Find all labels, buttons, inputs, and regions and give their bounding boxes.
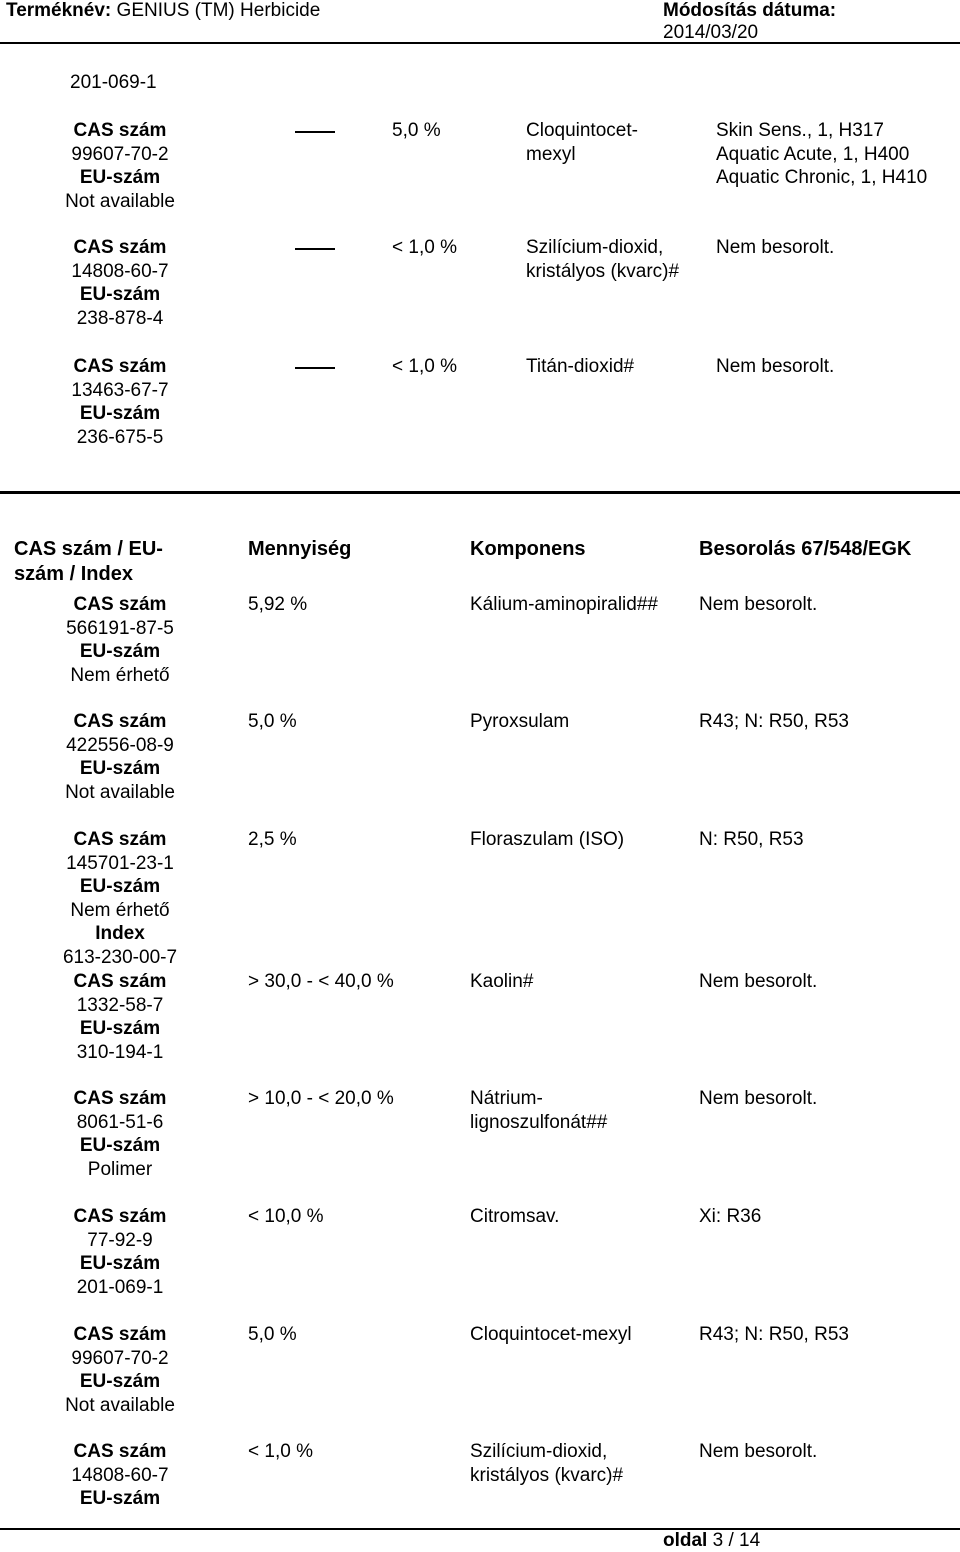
product-value: GENIUS (TM) Herbicide <box>116 0 321 21</box>
cas-number: 8061-51-6 <box>76 1111 164 1133</box>
em-dash <box>295 248 335 250</box>
classification: N: R50, R53 <box>699 829 804 850</box>
eu-label: EU-szám <box>79 758 161 779</box>
eu-number: Not available <box>65 781 175 803</box>
cas-number: 99607-70-2 <box>71 143 169 165</box>
page-count: 3 / 14 <box>712 1530 761 1551</box>
component-name: Floraszulam (ISO) <box>470 829 625 850</box>
identifier-block <box>0 593 240 687</box>
header-amount: Mennyiség <box>248 538 352 560</box>
eu-number: 236-675-5 <box>76 426 164 448</box>
amount: < 1,0 % <box>392 356 457 377</box>
amount: 2,5 % <box>248 829 297 850</box>
amount: 5,0 % <box>392 120 441 141</box>
classification: Skin Sens., 1, H317 Aquatic Acute, 1, H400 Aquatic Chronic, 1, H410 <box>716 120 928 188</box>
eu-number: 238-878-4 <box>76 307 164 329</box>
identifier-block <box>0 1440 240 1511</box>
cas-number: 14808-60-7 <box>71 1464 169 1486</box>
identifier-block <box>0 1323 240 1417</box>
amount: > 10,0 - < 20,0 % <box>248 1088 394 1109</box>
component-name: Kaolin# <box>470 971 534 992</box>
component-name: Citromsav. <box>470 1206 560 1227</box>
eu-label: EU-szám <box>79 1018 161 1039</box>
cas-label: CAS szám <box>73 1441 167 1462</box>
amount: > 30,0 - < 40,0 % <box>248 971 394 992</box>
cas-label: CAS szám <box>73 356 167 377</box>
page-number <box>663 1530 760 1552</box>
classification: Nem besorolt. <box>699 1088 818 1109</box>
cas-number: 566191-87-5 <box>66 617 174 639</box>
classification: R43; N: R50, R53 <box>699 1324 849 1345</box>
component-name: Kálium-aminopiralid## <box>470 594 658 615</box>
identifier-block <box>0 710 240 804</box>
eu-number: Nem érhető <box>70 664 170 686</box>
amount: 5,0 % <box>248 1324 297 1345</box>
cas-label: CAS szám <box>73 1324 167 1345</box>
modified-label: Módosítás dátuma: <box>663 0 837 21</box>
classification: Nem besorolt. <box>699 971 818 992</box>
identifier-block <box>0 970 240 1064</box>
classification: R43; N: R50, R53 <box>699 711 849 732</box>
eu-number: Nem érhető <box>70 899 170 921</box>
identifier-block <box>0 1205 240 1299</box>
cas-number: 1332-58-7 <box>76 994 164 1016</box>
eu-label: EU-szám <box>79 284 161 305</box>
classification: Nem besorolt. <box>699 594 818 615</box>
page-header <box>0 0 960 44</box>
identifier-block <box>0 236 240 330</box>
amount: 5,92 % <box>248 594 308 615</box>
footer-rule <box>0 1528 960 1530</box>
product-name <box>6 0 320 22</box>
component-name: Pyroxsulam <box>470 711 570 732</box>
eu-number: 310-194-1 <box>76 1041 164 1063</box>
eu-label: EU-szám <box>79 641 161 662</box>
product-label: Terméknév: <box>6 0 112 21</box>
cas-number: 145701-23-1 <box>66 852 174 874</box>
modified-date: 2014/03/20 <box>663 22 759 43</box>
eu-label: EU-szám <box>79 1253 161 1274</box>
cas-label: CAS szám <box>73 1206 167 1227</box>
eu-number: 201-069-1 <box>76 1276 164 1298</box>
classification: Nem besorolt. <box>716 356 835 377</box>
component-name: Cloquintocet- mexyl <box>526 120 638 165</box>
eu-label: EU-szám <box>79 1371 161 1392</box>
identifier-block <box>0 355 240 449</box>
cas-number: 99607-70-2 <box>71 1347 169 1369</box>
identifier-block <box>0 828 240 969</box>
section-divider <box>0 491 960 494</box>
continued-eu-number: 201-069-1 <box>70 72 157 93</box>
cas-label: CAS szám <box>73 237 167 258</box>
classification: Nem besorolt. <box>699 1441 818 1462</box>
component-name: Cloquintocet-mexyl <box>470 1324 632 1345</box>
component-name: Szilícium-dioxid, kristályos (kvarc)# <box>526 237 680 282</box>
amount: < 1,0 % <box>392 237 457 258</box>
amount: 5,0 % <box>248 711 297 732</box>
em-dash <box>295 367 335 369</box>
eu-label: EU-szám <box>79 403 161 424</box>
index-label: Index <box>95 923 145 944</box>
cas-label: CAS szám <box>73 594 167 615</box>
component-name: Nátrium- lignoszulfonát## <box>470 1088 608 1133</box>
cas-label: CAS szám <box>73 1088 167 1109</box>
eu-number: Not available <box>65 190 175 212</box>
header-id: CAS szám / EU- szám / Index <box>14 538 163 585</box>
cas-number: 14808-60-7 <box>71 260 169 282</box>
header-component: Komponens <box>470 538 586 560</box>
page-label: oldal <box>663 1530 708 1551</box>
eu-number: Not available <box>65 1394 175 1416</box>
cas-number: 422556-08-9 <box>66 734 174 756</box>
index-number: 613-230-00-7 <box>62 946 178 968</box>
cas-label: CAS szám <box>73 120 167 141</box>
cas-number: 77-92-9 <box>87 1229 153 1251</box>
eu-label: EU-szám <box>79 876 161 897</box>
em-dash <box>295 131 335 133</box>
header-classification: Besorolás 67/548/EGK <box>699 538 912 560</box>
eu-number: Polimer <box>87 1158 153 1180</box>
cas-label: CAS szám <box>73 711 167 732</box>
eu-label: EU-szám <box>79 1135 161 1156</box>
eu-label: EU-szám <box>79 1488 161 1509</box>
cas-number: 13463-67-7 <box>71 379 169 401</box>
classification: Xi: R36 <box>699 1206 762 1227</box>
identifier-block <box>0 1087 240 1181</box>
identifier-block <box>0 119 240 213</box>
component-name: Szilícium-dioxid, kristályos (kvarc)# <box>470 1441 624 1486</box>
amount: < 10,0 % <box>248 1206 324 1227</box>
component-name: Titán-dioxid# <box>526 356 635 377</box>
cas-label: CAS szám <box>73 971 167 992</box>
classification: Nem besorolt. <box>716 237 835 258</box>
cas-label: CAS szám <box>73 829 167 850</box>
eu-label: EU-szám <box>79 167 161 188</box>
amount: < 1,0 % <box>248 1441 313 1462</box>
